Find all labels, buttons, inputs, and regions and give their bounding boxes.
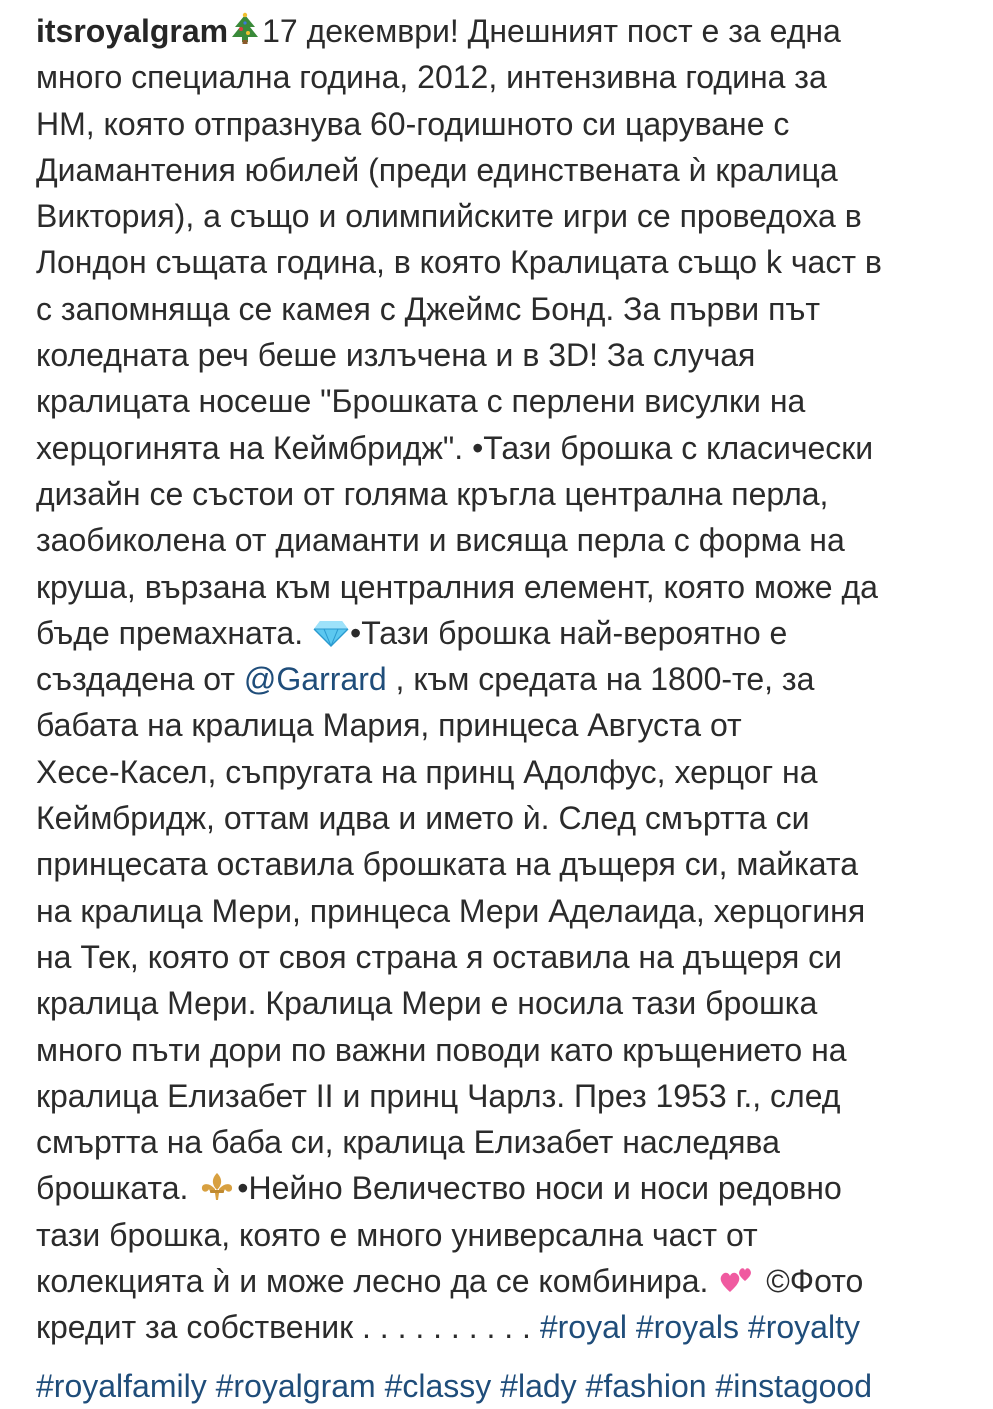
- caption-line: Лондон същата година, в която Кралицата също k част в: [36, 244, 882, 281]
- caption-line: херцогинята на Кеймбридж". •Тази брошка с класически: [36, 429, 874, 466]
- caption-line: Диамантения юбилей (преди единствената ѝ кралица: [36, 151, 838, 188]
- christmas-tree-icon: [228, 12, 262, 58]
- caption-line: кредит за собственик . . . . . . . . . . #royal #royals #royalty: [36, 1309, 860, 1346]
- caption-line: кралица Елизабет II и принц Чарлз. През 1953 г., след: [36, 1077, 841, 1114]
- caption-line: тази брошка, която е много универсална част от: [36, 1216, 758, 1253]
- caption-line: брошката. •Нейно Величество носи и носи редовно: [36, 1165, 966, 1211]
- hashtags-link[interactable]: #royalfamily #royalgram #classy #lady #fashion #instagood: [36, 1367, 872, 1404]
- caption-line: коледната реч беше излъчена и в 3D! За случая: [36, 337, 756, 374]
- hashtags-link[interactable]: #royal #royals #royalty: [539, 1309, 860, 1346]
- caption-line: бъде премахната. •Тази брошка най-вероятно е: [36, 610, 966, 656]
- caption-line: бабата на кралица Мария, принцеса Августа от: [36, 707, 742, 744]
- caption-line: кралицата носеше "Брошката с перлени висулки на: [36, 383, 806, 420]
- caption-line: заобиколена от диаманти и висяща перла с форма на: [36, 522, 845, 559]
- caption-line: на Тек, която от своя страна я оставила на дъщеря си: [36, 938, 843, 975]
- caption-line: колекцията ѝ и може лесно да се комбинира. ©Фото: [36, 1258, 966, 1304]
- garrard-mention-link[interactable]: @Garrard: [243, 661, 387, 698]
- caption-line: много специална година, 2012, интензивна година за: [36, 59, 827, 96]
- fleur-de-lis-icon: [197, 1169, 237, 1215]
- post-caption: [36, 8, 966, 1404]
- caption-line: Хесе-Касел, съпругата на принц Адолфус, херцог на: [36, 753, 818, 790]
- gem-icon: [312, 614, 350, 660]
- caption-line: Виктория), а също и олимпийските игри се проведоха в: [36, 198, 862, 235]
- caption-line: Кеймбридж, оттам идва и името ѝ. След смъртта си: [36, 800, 810, 837]
- caption-line: създадена от @Garrard , към средата на 1800-те, за: [36, 661, 815, 698]
- caption-line: с запомняща се камея с Джеймс Бонд. За първи път: [36, 290, 821, 327]
- caption-line: дизайн се състои от голяма кръгла централна перла,: [36, 475, 829, 512]
- caption-line: на кралица Мери, принцеса Мери Аделаида, херцогиня: [36, 892, 866, 929]
- username-link[interactable]: itsroyalgram: [36, 13, 229, 49]
- caption-line: принцесата оставила брошката на дъщеря си, майката: [36, 846, 858, 883]
- caption-line: кралица Мери. Кралица Мери е носила тази брошка: [36, 985, 818, 1022]
- caption-line: много пъти дори по важни поводи като кръщението на: [36, 1031, 847, 1068]
- caption-line: itsroyalgram 17 декември! Днешният пост е за една: [36, 8, 966, 54]
- caption-line: круша, вързана към централния елемент, която може да: [36, 568, 878, 605]
- caption-line: [36, 1351, 966, 1404]
- two-hearts-icon: [717, 1262, 757, 1308]
- caption-line: НМ, която отпразнува 60-годишното си царуване с: [36, 105, 790, 142]
- caption-line: смъртта на баба си, кралица Елизабет наследява: [36, 1124, 780, 1161]
